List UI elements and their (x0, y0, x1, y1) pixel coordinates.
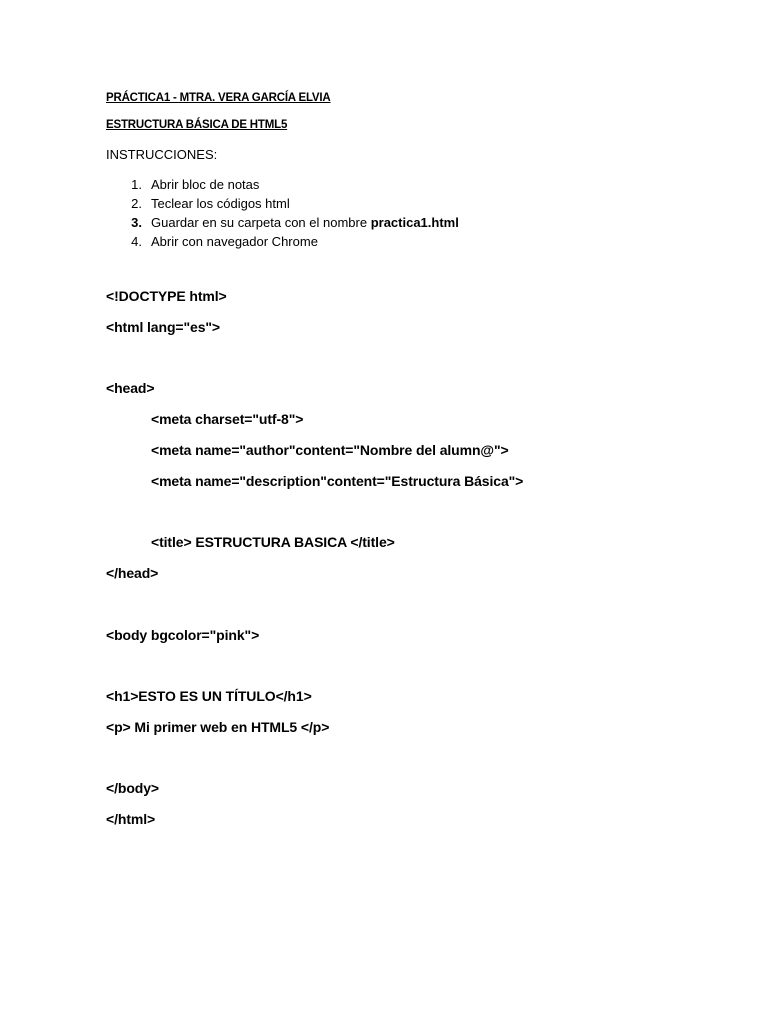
code-paragraph: <p> Mi primer web en HTML5 </p> (106, 719, 330, 735)
code-meta-description: <meta name="description"content="Estructura Básica"> (151, 473, 524, 489)
code-doctype: <!DOCTYPE html> (106, 288, 227, 304)
code-html-open: <html lang="es"> (106, 319, 220, 335)
list-item-number: 4. (131, 234, 142, 249)
document-subtitle: ESTRUCTURA BÁSICA DE HTML5 (106, 119, 288, 131)
list-item-number: 2. (131, 196, 142, 211)
list-item-text: Abrir bloc de notas (151, 177, 260, 192)
code-h1: <h1>ESTO ES UN TÍTULO</h1> (106, 688, 312, 704)
list-item-text-wrapper (151, 213, 459, 232)
code-body-close: </body> (106, 780, 159, 796)
list-item-text: Guardar en su carpeta con el nombre (151, 215, 371, 230)
instructions-label: INSTRUCCIONES: (106, 147, 218, 162)
code-meta-author: <meta name="author"content="Nombre del alumn@"> (151, 442, 509, 458)
filename-text: practica1.html (370, 215, 459, 230)
code-head-close: </head> (106, 565, 159, 581)
code-html-close: </html> (106, 811, 156, 827)
document-title: PRÁCTICA1 - MTRA. VERA GARCÍA ELVIA (106, 92, 331, 104)
list-item-number: 1. (131, 177, 142, 192)
code-head-open: <head> (106, 380, 155, 396)
code-meta-charset: <meta charset="utf-8"> (151, 411, 304, 427)
code-title: <title> ESTRUCTURA BASICA </title> (151, 534, 395, 550)
list-item-number: 3. (131, 215, 142, 230)
list-item-text: Abrir con navegador Chrome (151, 234, 318, 249)
list-item-text: Teclear los códigos html (151, 196, 290, 211)
code-body-open: <body bgcolor="pink"> (106, 627, 260, 643)
